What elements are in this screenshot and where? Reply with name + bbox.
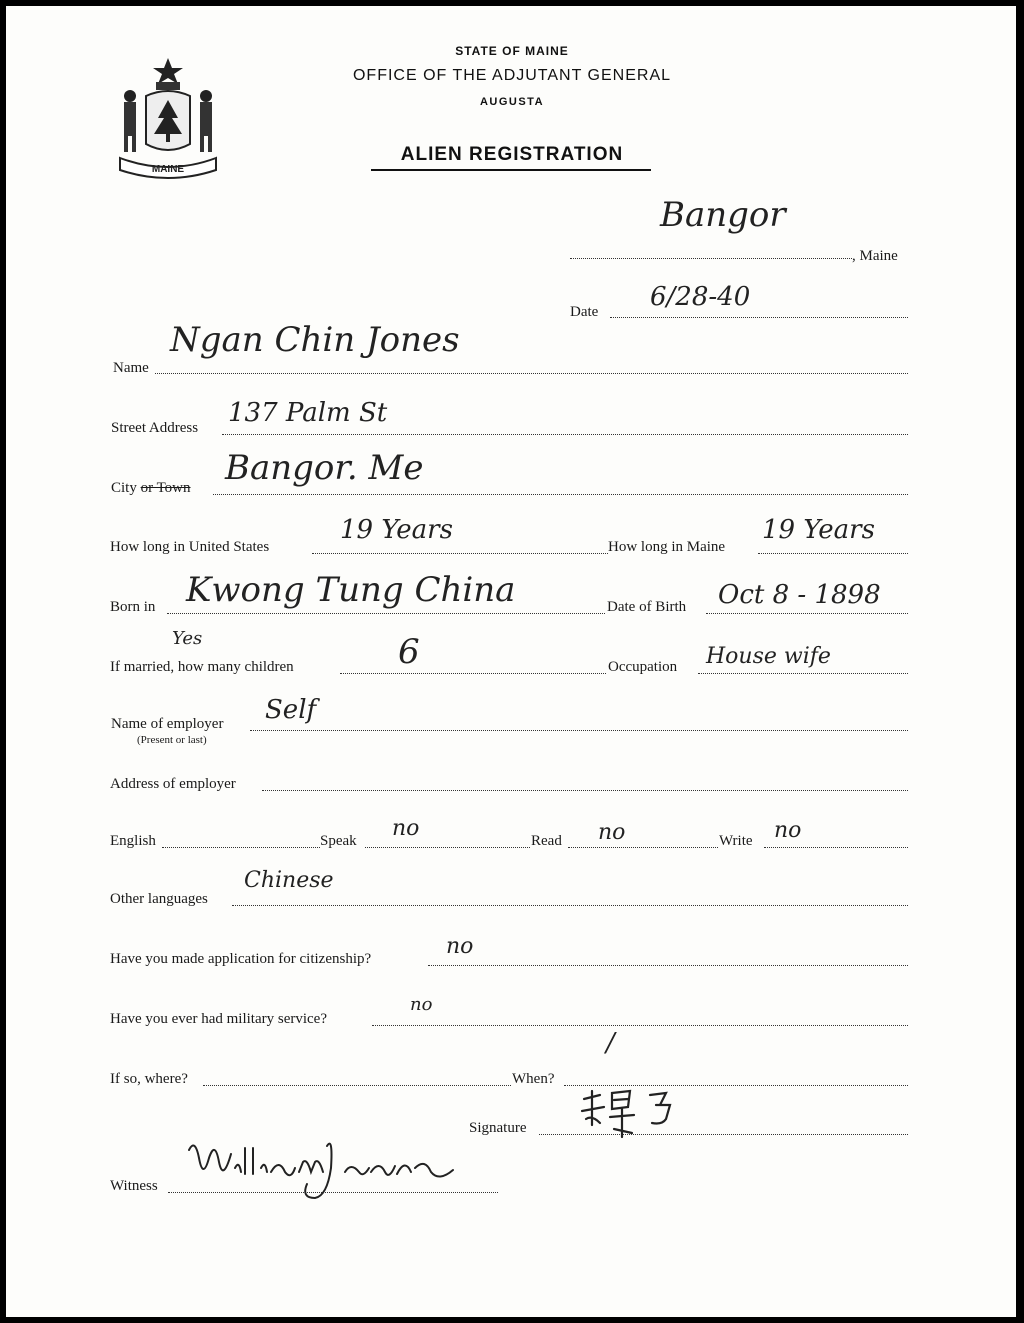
married-label: If married, how many children xyxy=(110,659,294,675)
military-label: Have you ever had military service? xyxy=(110,1011,327,1027)
military-line xyxy=(372,1025,908,1026)
name-label: Name xyxy=(113,360,149,376)
form-title: ALIEN REGISTRATION xyxy=(400,144,624,165)
signature-label: Signature xyxy=(469,1120,527,1136)
city-top-line xyxy=(570,258,852,259)
occupation-line xyxy=(698,673,908,674)
scan-border-top xyxy=(0,0,1024,6)
how-long-us-line xyxy=(312,553,608,554)
street-line xyxy=(222,434,908,435)
how-long-us-value: 19 Years xyxy=(340,515,453,545)
employer-address-line xyxy=(262,790,908,791)
city-top-value: Bangor xyxy=(660,195,786,235)
city-value: Bangor. Me xyxy=(225,448,424,488)
born-in-label: Born in xyxy=(110,599,156,615)
occupation-label: Occupation xyxy=(608,659,678,675)
street-label: Street Address xyxy=(111,420,199,436)
date-value: 6/28-40 xyxy=(650,282,751,312)
header-office: OFFICE OF THE ADJUTANT GENERAL xyxy=(352,67,672,84)
employer-line xyxy=(250,730,908,731)
date-of-birth-value: Oct 8 - 1898 xyxy=(718,580,881,610)
header-city: AUGUSTA xyxy=(479,96,545,108)
seal-banner-text: MAINE xyxy=(151,164,185,175)
street-value: 137 Palm St xyxy=(228,398,388,428)
read-label: Read xyxy=(531,833,562,849)
english-label: English xyxy=(110,833,156,849)
military-value: no xyxy=(410,994,433,1015)
city-label-text: City xyxy=(111,480,141,496)
city-line xyxy=(213,494,908,495)
employer-address-label: Address of employer xyxy=(110,776,236,792)
title-underline xyxy=(371,169,651,171)
date-label: Date xyxy=(570,304,599,320)
english-line xyxy=(162,847,320,848)
write-value: no xyxy=(774,818,802,843)
date-of-birth-label: Date of Birth xyxy=(607,599,687,615)
employer-note: (Present or last) xyxy=(137,734,207,746)
citizenship-line xyxy=(428,965,908,966)
read-line xyxy=(568,847,718,848)
how-long-maine-line xyxy=(758,553,908,554)
write-line xyxy=(764,847,908,848)
how-long-maine-label: How long in Maine xyxy=(608,539,726,555)
married-note-value: Yes xyxy=(172,628,203,649)
if-so-where-label: If so, where? xyxy=(110,1071,188,1087)
if-so-where-line xyxy=(203,1085,511,1086)
employer-value: Self xyxy=(265,695,317,725)
children-value: 6 xyxy=(398,632,420,672)
employer-label: Name of employer xyxy=(111,716,224,732)
other-languages-line xyxy=(232,905,908,906)
speak-value: no xyxy=(392,816,420,841)
read-value: no xyxy=(598,820,626,845)
city-label xyxy=(111,480,191,497)
speak-line xyxy=(365,847,530,848)
witness-signature-mark xyxy=(175,1128,475,1208)
born-in-line xyxy=(167,613,605,614)
other-languages-value: Chinese xyxy=(244,868,334,893)
maine-label: , Maine xyxy=(852,248,898,264)
date-of-birth-line xyxy=(706,613,908,614)
chinese-signature-mark xyxy=(578,1085,688,1145)
born-in-value: Kwong Tung China xyxy=(186,570,516,610)
scan-border-left xyxy=(0,0,6,1323)
children-line xyxy=(340,673,606,674)
city-label-struck: or Town xyxy=(140,480,191,496)
witness-label: Witness xyxy=(110,1178,158,1194)
other-languages-label: Other languages xyxy=(110,891,208,907)
when-label: When? xyxy=(512,1071,555,1087)
scan-border-bottom xyxy=(0,1317,1024,1323)
speak-label: Speak xyxy=(320,833,357,849)
name-value: Ngan Chin Jones xyxy=(170,320,460,360)
scan-border-right xyxy=(1016,0,1024,1323)
if-so-where-value: / xyxy=(606,1028,615,1058)
write-label: Write xyxy=(719,833,753,849)
how-long-maine-value: 19 Years xyxy=(762,515,875,545)
header-state: STATE OF MAINE xyxy=(455,44,569,58)
occupation-value: House wife xyxy=(706,644,831,669)
name-line xyxy=(155,373,908,374)
how-long-us-label: How long in United States xyxy=(110,539,270,555)
citizenship-label: Have you made application for citizenship? xyxy=(110,951,372,967)
date-line xyxy=(610,317,908,318)
citizenship-value: no xyxy=(446,934,474,959)
